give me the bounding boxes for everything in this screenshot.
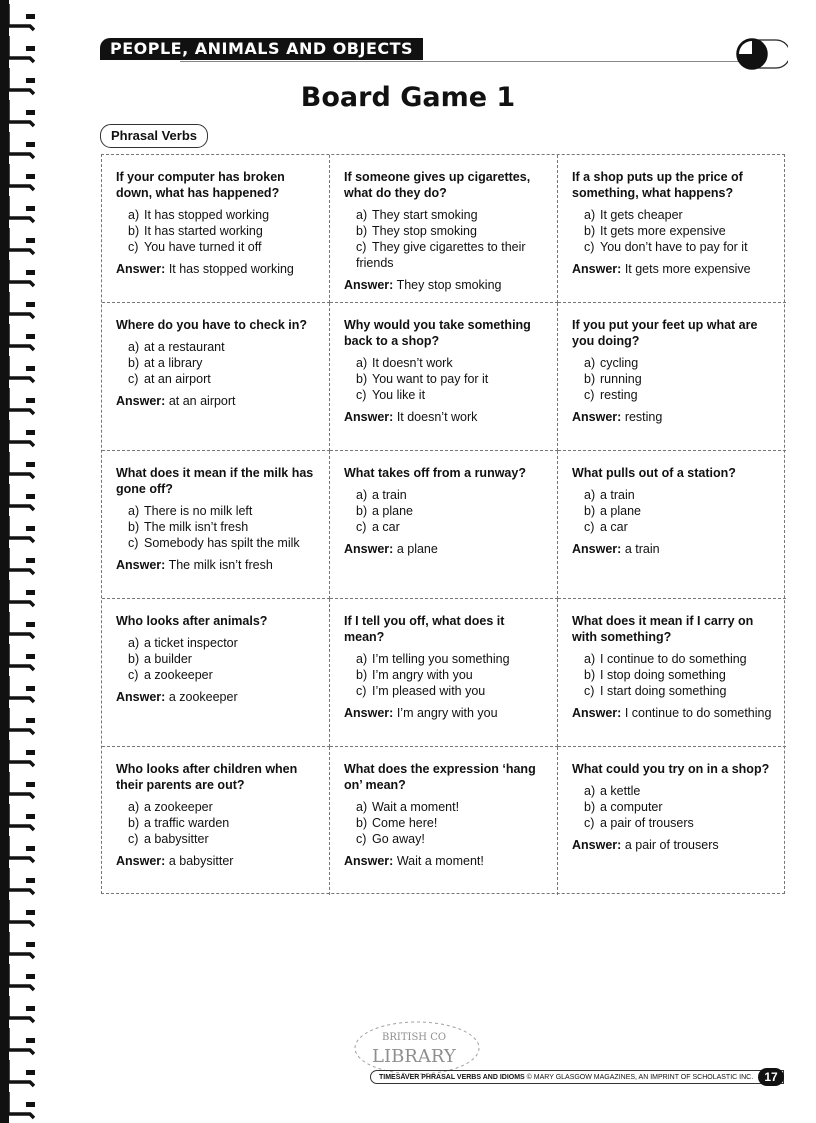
answer-line: [572, 705, 774, 721]
option-item: [356, 651, 545, 667]
answer-text: a babysitter: [168, 854, 234, 868]
option-letter: a): [356, 356, 368, 370]
binding-hole: [26, 558, 35, 563]
binding-hole: [26, 366, 35, 371]
binding-hole: [26, 270, 35, 275]
question-card: [102, 747, 330, 895]
option-item: [356, 223, 545, 239]
option-item: [128, 371, 317, 387]
option-text: It doesn’t work: [372, 356, 453, 370]
options-list: [116, 799, 317, 847]
option-letter: b): [584, 224, 596, 238]
answer-label: Answer:: [344, 278, 394, 292]
answer-text: The milk isn’t fresh: [168, 558, 273, 572]
option-item: [356, 683, 545, 699]
answer-text: I’m angry with you: [396, 706, 498, 720]
option-letter: b): [356, 504, 368, 518]
option-item: [128, 339, 317, 355]
option-letter: c): [128, 668, 139, 682]
answer-label: Answer:: [344, 706, 394, 720]
question-text: What does it mean if I carry on with something?: [572, 614, 754, 644]
answer-label: Answer:: [116, 854, 166, 868]
option-letter: c): [356, 832, 367, 846]
option-text: a kettle: [600, 784, 641, 798]
option-letter: a): [356, 208, 368, 222]
stamp-line1: BRITISH CO: [382, 1032, 447, 1043]
binding-hole: [26, 302, 35, 307]
question-text: What does the expression ‘hang on’ mean?: [344, 762, 536, 792]
options-list: [116, 207, 317, 255]
answer-line: [572, 541, 774, 557]
option-letter: a): [584, 208, 596, 222]
stamp-line2: LIBRARY: [372, 1046, 456, 1067]
option-item: [584, 651, 774, 667]
options-list: [572, 355, 774, 403]
question-text: Why would you take something back to a shop?: [344, 318, 531, 348]
question-text: If your computer has broken down, what has happened?: [116, 170, 285, 200]
question-card: [330, 303, 558, 451]
options-list: [344, 799, 545, 847]
option-text: I’m telling you something: [372, 652, 510, 666]
option-letter: c): [356, 240, 367, 254]
option-item: [584, 503, 774, 519]
question-card: [558, 451, 786, 599]
option-item: [356, 503, 545, 519]
option-item: [356, 371, 545, 387]
option-item: [584, 387, 774, 403]
option-item: [356, 487, 545, 503]
answer-line: [116, 393, 317, 409]
question-card: [558, 155, 786, 303]
option-item: [584, 815, 774, 831]
answer-label: Answer:: [116, 394, 166, 408]
binding-hole: [26, 46, 35, 51]
answer-label: Answer:: [572, 542, 622, 556]
binding-hole: [26, 1070, 35, 1075]
option-letter: b): [356, 668, 368, 682]
answer-line: [344, 705, 545, 721]
question-text: If you put your feet up what are you doing?: [572, 318, 758, 348]
answer-text: at an airport: [168, 394, 236, 408]
binding-hole: [26, 142, 35, 147]
question-text: Where do you have to check in?: [116, 318, 308, 332]
option-text: I continue to do something: [600, 652, 747, 666]
binding-hole: [26, 622, 35, 627]
option-letter: a): [584, 356, 596, 370]
question-card: [330, 599, 558, 747]
answer-line: [572, 837, 774, 853]
binding-hole: [26, 174, 35, 179]
option-letter: c): [584, 684, 595, 698]
option-item: [584, 223, 774, 239]
option-letter: b): [584, 504, 596, 518]
option-text: a train: [372, 488, 407, 502]
option-item: [584, 783, 774, 799]
binding-hole: [26, 942, 35, 947]
binding-hole: [26, 14, 35, 19]
option-letter: a): [584, 784, 596, 798]
binding-hole: [26, 1102, 35, 1107]
options-list: [116, 339, 317, 387]
answer-line: [572, 409, 774, 425]
option-item: [128, 503, 317, 519]
section-label: Phrasal Verbs: [100, 124, 208, 148]
option-item: [356, 519, 545, 535]
answer-line: [116, 853, 317, 869]
option-text: a car: [600, 520, 628, 534]
clock-icon: [718, 36, 788, 72]
answer-line: [116, 557, 317, 573]
question-text: What takes off from a runway?: [344, 466, 526, 480]
option-letter: c): [128, 372, 139, 386]
option-letter: c): [128, 832, 139, 846]
option-item: [128, 239, 317, 255]
option-letter: a): [356, 488, 368, 502]
option-text: I’m pleased with you: [372, 684, 486, 698]
answer-label: Answer:: [572, 410, 622, 424]
option-letter: a): [128, 800, 140, 814]
option-item: [128, 815, 317, 831]
option-letter: b): [356, 816, 368, 830]
option-letter: c): [584, 816, 595, 830]
answer-text: a zookeeper: [168, 690, 238, 704]
option-text: It gets cheaper: [600, 208, 683, 222]
option-text: a zookeeper: [144, 668, 213, 682]
option-text: a train: [600, 488, 635, 502]
option-item: [128, 223, 317, 239]
option-text: The milk isn’t fresh: [144, 520, 249, 534]
option-letter: a): [584, 652, 596, 666]
option-letter: b): [584, 800, 596, 814]
options-list: [116, 635, 317, 683]
binding-hole: [26, 750, 35, 755]
question-text: What pulls out of a station?: [572, 466, 736, 480]
option-item: [128, 799, 317, 815]
options-list: [572, 487, 774, 535]
binding-hole: [26, 846, 35, 851]
question-card: [102, 451, 330, 599]
option-item: [128, 635, 317, 651]
footer: [370, 1070, 784, 1084]
option-text: It has stopped working: [144, 208, 270, 222]
option-letter: c): [584, 520, 595, 534]
question-card: [102, 599, 330, 747]
answer-text: It has stopped working: [168, 262, 294, 276]
option-text: Somebody has spilt the milk: [144, 536, 300, 550]
option-letter: b): [128, 816, 140, 830]
option-item: [356, 239, 545, 271]
option-item: [128, 207, 317, 223]
question-card: [558, 303, 786, 451]
question-card: [102, 155, 330, 303]
header-rule: [180, 61, 740, 62]
option-text: at a library: [144, 356, 203, 370]
options-list: [572, 651, 774, 699]
question-text: If a shop puts up the price of something, what happens?: [572, 170, 743, 200]
option-text: Come here!: [372, 816, 438, 830]
option-text: They start smoking: [372, 208, 478, 222]
answer-text: Wait a moment!: [396, 854, 484, 868]
binding-hole: [26, 494, 35, 499]
option-item: [128, 651, 317, 667]
option-text: a plane: [372, 504, 414, 518]
option-letter: b): [584, 372, 596, 386]
footer-publisher: © MARY GLASGOW MAGAZINES, AN IMPRINT OF SCHOLASTIC INC.: [526, 1074, 754, 1081]
binding-hole: [26, 238, 35, 243]
options-list: [344, 207, 545, 271]
question-card: [102, 303, 330, 451]
option-item: [584, 207, 774, 223]
question-text: Who looks after animals?: [116, 614, 268, 628]
binding-hole: [26, 654, 35, 659]
option-letter: a): [356, 800, 368, 814]
option-text: It gets more expensive: [600, 224, 726, 238]
option-text: There is no milk left: [144, 504, 253, 518]
answer-line: [344, 853, 545, 869]
binding-hole: [26, 814, 35, 819]
binding-hole: [26, 910, 35, 915]
question-card: [330, 451, 558, 599]
question-card: [558, 599, 786, 747]
option-letter: c): [584, 388, 595, 402]
options-list: [344, 487, 545, 535]
answer-label: Answer:: [116, 558, 166, 572]
options-list: [572, 783, 774, 831]
binding-hole: [26, 1006, 35, 1011]
option-item: [356, 799, 545, 815]
answer-text: They stop smoking: [396, 278, 502, 292]
question-text: Who looks after children when their parents are out?: [116, 762, 298, 792]
option-letter: b): [128, 224, 140, 238]
option-text: a babysitter: [144, 832, 209, 846]
option-item: [128, 355, 317, 371]
question-text: If I tell you off, what does it mean?: [344, 614, 505, 644]
question-card: [330, 747, 558, 895]
option-text: You have turned it off: [144, 240, 262, 254]
option-item: [128, 831, 317, 847]
binding-hole: [26, 718, 35, 723]
option-text: Go away!: [372, 832, 425, 846]
answer-line: [116, 689, 317, 705]
option-item: [356, 815, 545, 831]
binding-hole: [26, 398, 35, 403]
question-text: If someone gives up cigarettes, what do they do?: [344, 170, 531, 200]
option-letter: a): [128, 340, 140, 354]
option-letter: c): [356, 388, 367, 402]
answer-line: [116, 261, 317, 277]
option-text: at a restaurant: [144, 340, 225, 354]
answer-text: I continue to do something: [624, 706, 772, 720]
answer-text: a train: [624, 542, 660, 556]
option-text: a traffic warden: [144, 816, 230, 830]
option-text: You want to pay for it: [372, 372, 489, 386]
footer-series: TIMESAVER PHRASAL VERBS AND IDIOMS: [379, 1074, 525, 1081]
option-item: [584, 799, 774, 815]
question-card: [330, 155, 558, 303]
option-text: They stop smoking: [372, 224, 477, 238]
answer-line: [572, 261, 774, 277]
answer-text: It gets more expensive: [624, 262, 751, 276]
question-text: What could you try on in a shop?: [572, 762, 770, 776]
option-letter: b): [356, 372, 368, 386]
option-letter: a): [584, 488, 596, 502]
question-card: [558, 747, 786, 895]
option-item: [356, 355, 545, 371]
option-text: a builder: [144, 652, 192, 666]
option-item: [356, 207, 545, 223]
option-item: [584, 487, 774, 503]
option-text: at an airport: [144, 372, 211, 386]
option-item: [584, 519, 774, 535]
answer-line: [344, 277, 545, 293]
option-item: [128, 519, 317, 535]
page-title: Board Game 1: [300, 82, 516, 113]
option-letter: c): [128, 536, 139, 550]
binding-hole: [26, 974, 35, 979]
option-text: It has started working: [144, 224, 263, 238]
options-list: [344, 651, 545, 699]
answer-label: Answer:: [116, 690, 166, 704]
option-text: a car: [372, 520, 400, 534]
options-list: [572, 207, 774, 255]
option-text: a pair of trousers: [600, 816, 694, 830]
option-letter: b): [128, 520, 140, 534]
option-text: I start doing something: [600, 684, 727, 698]
option-text: a plane: [600, 504, 642, 518]
answer-label: Answer:: [572, 262, 622, 276]
binding-hole: [26, 686, 35, 691]
option-text: Wait a moment!: [372, 800, 460, 814]
options-list: [344, 355, 545, 403]
binding-hole: [26, 526, 35, 531]
option-text: You don’t have to pay for it: [600, 240, 748, 254]
option-letter: a): [356, 652, 368, 666]
option-item: [128, 667, 317, 683]
binding-hole: [26, 430, 35, 435]
option-item: [128, 535, 317, 551]
page-number: 17: [758, 1068, 784, 1086]
answer-label: Answer:: [344, 854, 394, 868]
option-item: [356, 387, 545, 403]
question-text: What does it mean if the milk has gone off?: [116, 466, 314, 496]
library-stamp: [352, 1018, 482, 1076]
answer-label: Answer:: [116, 262, 166, 276]
option-text: I stop doing something: [600, 668, 726, 682]
option-letter: b): [128, 356, 140, 370]
option-text: running: [600, 372, 642, 386]
option-text: I’m angry with you: [372, 668, 473, 682]
option-letter: a): [128, 208, 140, 222]
answer-text: a plane: [396, 542, 438, 556]
binding-hole: [26, 878, 35, 883]
option-text: resting: [600, 388, 638, 402]
option-letter: c): [356, 520, 367, 534]
binding-hole: [26, 590, 35, 595]
question-grid: [101, 154, 785, 894]
option-item: [356, 667, 545, 683]
option-text: cycling: [600, 356, 639, 370]
option-letter: a): [128, 504, 140, 518]
spiral-binding: [0, 0, 44, 1123]
binding-hole: [26, 462, 35, 467]
option-item: [584, 371, 774, 387]
options-list: [116, 503, 317, 551]
answer-label: Answer:: [344, 410, 394, 424]
option-text: a computer: [600, 800, 663, 814]
option-letter: b): [128, 652, 140, 666]
option-text: They give cigarettes to their friends: [356, 240, 526, 270]
option-text: a ticket inspector: [144, 636, 238, 650]
option-letter: a): [128, 636, 140, 650]
option-item: [584, 355, 774, 371]
option-item: [584, 683, 774, 699]
answer-label: Answer:: [344, 542, 394, 556]
answer-label: Answer:: [572, 838, 622, 852]
answer-text: a pair of trousers: [624, 838, 719, 852]
option-item: [356, 831, 545, 847]
option-item: [584, 239, 774, 255]
binding-hole: [26, 782, 35, 787]
option-letter: c): [128, 240, 139, 254]
option-letter: b): [356, 224, 368, 238]
option-item: [584, 667, 774, 683]
answer-text: resting: [624, 410, 663, 424]
category-tab: PEOPLE, ANIMALS AND OBJECTS: [100, 38, 423, 60]
answer-line: [344, 409, 545, 425]
answer-text: It doesn’t work: [396, 410, 478, 424]
option-letter: c): [584, 240, 595, 254]
answer-line: [344, 541, 545, 557]
binding-hole: [26, 206, 35, 211]
answer-label: Answer:: [572, 706, 622, 720]
option-letter: b): [584, 668, 596, 682]
option-text: a zookeeper: [144, 800, 213, 814]
option-text: You like it: [372, 388, 426, 402]
binding-hole: [26, 334, 35, 339]
binding-hole: [26, 1038, 35, 1043]
option-letter: c): [356, 684, 367, 698]
